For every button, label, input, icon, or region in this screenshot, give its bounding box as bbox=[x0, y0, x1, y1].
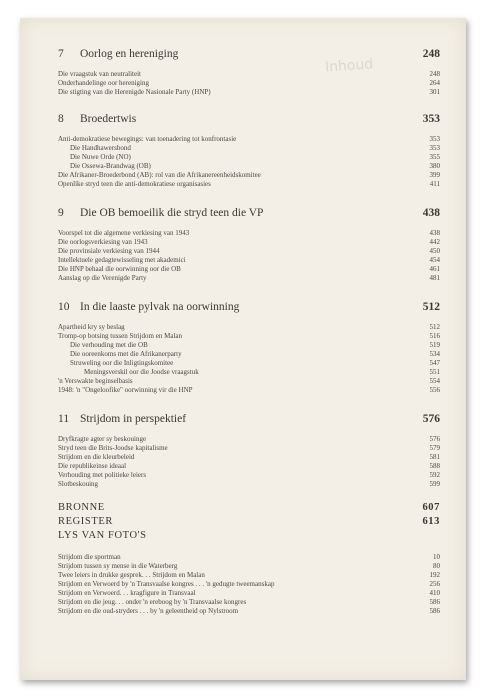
chapter-number: 8 bbox=[58, 113, 64, 125]
chapter-page-number: 248 bbox=[422, 48, 440, 60]
chapter-entries bbox=[58, 435, 440, 489]
photo-entry-title: Twee leiers in drukke gesprek. . . Strijdom en Malan bbox=[58, 571, 205, 579]
toc-entry-page: 450 bbox=[429, 247, 440, 255]
toc-entry[interactable] bbox=[58, 247, 440, 256]
toc-entry-page: 454 bbox=[429, 256, 440, 264]
photo-list bbox=[58, 553, 440, 616]
back-matter-title: BRONNE bbox=[58, 502, 105, 513]
chapter-block bbox=[58, 409, 440, 489]
chapter-entries bbox=[58, 229, 440, 283]
photo-entry-page: 586 bbox=[429, 598, 440, 606]
chapter-heading[interactable] bbox=[58, 109, 440, 129]
toc-entry[interactable] bbox=[58, 180, 440, 189]
toc-entry-title: Voorspel tot die algemene verkiesing van 1943 bbox=[58, 229, 190, 237]
toc-entry-page: 353 bbox=[429, 135, 440, 143]
back-matter bbox=[58, 501, 440, 543]
photo-entry-title: Strijdom tussen sy mense in die Waterberg bbox=[58, 562, 178, 570]
chapter-number: 10 bbox=[58, 301, 70, 313]
toc-entry-page: 534 bbox=[429, 350, 440, 358]
toc-entry-title: Die HNP behaal die oorwinning oor die OB bbox=[58, 265, 181, 273]
toc-entry-page: 380 bbox=[429, 162, 440, 170]
back-matter-title: LYS VAN FOTO'S bbox=[58, 530, 147, 541]
toc-entry-page: 461 bbox=[429, 265, 440, 273]
toc-entry-title: Die vraagstuk van neutraliteit bbox=[58, 70, 141, 78]
toc-entry-page: 556 bbox=[429, 386, 440, 394]
toc-entry[interactable] bbox=[58, 256, 440, 265]
toc-entry[interactable] bbox=[58, 171, 440, 180]
toc-entry[interactable] bbox=[58, 70, 440, 79]
toc-entry[interactable] bbox=[58, 274, 440, 283]
book-page bbox=[20, 18, 466, 680]
chapter-block bbox=[58, 297, 440, 395]
chapter-entries bbox=[58, 323, 440, 395]
toc-entry[interactable] bbox=[58, 341, 440, 350]
bleed-through-text: Inhoud bbox=[324, 56, 374, 76]
chapter-heading[interactable] bbox=[58, 44, 440, 64]
toc-entry[interactable] bbox=[58, 377, 440, 386]
toc-entry-page: 301 bbox=[429, 88, 440, 96]
toc-entry-title: Die Ossewa-Brandwag (OB) bbox=[70, 162, 151, 170]
photo-entry-page: 80 bbox=[433, 562, 440, 570]
toc-entry-title: Die Afrikaner-Broederbond (AB): rol van die Afrikanereenheidskomitee bbox=[58, 171, 261, 179]
toc-entry[interactable] bbox=[58, 162, 440, 171]
back-matter-page: 607 bbox=[422, 502, 440, 513]
chapter-page-number: 512 bbox=[422, 301, 440, 313]
toc-entry-page: 592 bbox=[429, 471, 440, 479]
toc-entry[interactable] bbox=[58, 453, 440, 462]
toc-entry[interactable] bbox=[58, 462, 440, 471]
photo-entry[interactable] bbox=[58, 571, 440, 580]
back-matter-heading[interactable] bbox=[58, 529, 440, 543]
toc-entry[interactable] bbox=[58, 368, 440, 377]
toc-entry[interactable] bbox=[58, 238, 440, 247]
back-matter-heading[interactable] bbox=[58, 501, 440, 515]
toc-entry-title: Meningsverskil oor die Joodse vraagstuk bbox=[84, 368, 199, 376]
photo-entry-title: Strijdom en die oud-stryders . . . by 'n geleentheid op Nylstroom bbox=[58, 607, 239, 615]
chapter-number: 11 bbox=[58, 413, 70, 425]
chapter-heading[interactable] bbox=[58, 409, 440, 429]
toc-entry-title: Slotbeskouing bbox=[58, 480, 99, 488]
toc-entry-title: Die provinsiale verkiesing van 1944 bbox=[58, 247, 160, 255]
toc-entry-page: 551 bbox=[429, 368, 440, 376]
toc-entry-page: 481 bbox=[429, 274, 440, 282]
photo-entry[interactable] bbox=[58, 598, 440, 607]
toc-entry[interactable] bbox=[58, 79, 440, 88]
photo-entry-page: 410 bbox=[429, 589, 440, 597]
toc-entry-page: 588 bbox=[429, 462, 440, 470]
chapter-title: Strijdom in perspektief bbox=[80, 413, 187, 425]
toc-entry-page: 581 bbox=[429, 453, 440, 461]
toc-entry-title: Tromp-op botsing tussen Strijdom en Malan bbox=[58, 332, 182, 340]
toc-entry[interactable] bbox=[58, 350, 440, 359]
toc-entry-page: 579 bbox=[429, 444, 440, 452]
toc-entry[interactable] bbox=[58, 323, 440, 332]
toc-entry[interactable] bbox=[58, 88, 440, 97]
toc-entry[interactable] bbox=[58, 480, 440, 489]
chapter-title: Oorlog en hereniging bbox=[80, 48, 179, 60]
toc-entry-page: 512 bbox=[429, 323, 440, 331]
photo-entry[interactable] bbox=[58, 562, 440, 571]
toc-entry-page: 442 bbox=[429, 238, 440, 246]
toc-entry-page: 264 bbox=[429, 79, 440, 87]
toc-entry-title: Dryfkragte agter sy beskouinge bbox=[58, 435, 147, 443]
photo-entry-title: Strijdom die sportman bbox=[58, 553, 121, 561]
chapter-block bbox=[58, 203, 440, 283]
chapter-number: 7 bbox=[58, 48, 64, 60]
toc-entry[interactable] bbox=[58, 435, 440, 444]
toc-entry-title: Stryd teen die Brits-Joodse kapitalisme bbox=[58, 444, 168, 452]
photo-entry-page: 192 bbox=[429, 571, 440, 579]
toc-entry-page: 554 bbox=[429, 377, 440, 385]
chapter-page-number: 438 bbox=[422, 207, 440, 219]
toc-entry-title: Anti-demokratiese bewegings: van toenadering tot konfrontasie bbox=[58, 135, 237, 143]
photo-entry[interactable] bbox=[58, 607, 440, 616]
chapter-title: Broedertwis bbox=[80, 113, 137, 125]
toc-entry-title: Die verhouding met die OB bbox=[70, 341, 148, 349]
photo-entry-title: Strijdom en Verwoerd by 'n Transvaalse kongres . . . 'n gedugte tweemanskap bbox=[58, 580, 275, 588]
photo-entry-page: 256 bbox=[429, 580, 440, 588]
toc-entry-title: Die Nuwe Orde (NO) bbox=[70, 153, 131, 161]
toc-entry-title: Strijdom en die kleurbeleid bbox=[58, 453, 135, 461]
toc-entry-title: Verhouding met politieke leiers bbox=[58, 471, 147, 479]
toc-entry-page: 547 bbox=[429, 359, 440, 367]
photo-entry-page: 586 bbox=[429, 607, 440, 615]
toc-entry-page: 599 bbox=[429, 480, 440, 488]
chapter-page-number: 576 bbox=[422, 413, 440, 425]
toc-entry[interactable] bbox=[58, 444, 440, 453]
table-of-contents bbox=[58, 44, 440, 616]
toc-entry-title: Die ooreenkoms met die Afrikanerparty bbox=[70, 350, 182, 358]
toc-entry-page: 516 bbox=[429, 332, 440, 340]
toc-entry-title: Die oorlogsverkiesing van 1943 bbox=[58, 238, 148, 246]
toc-entry[interactable] bbox=[58, 265, 440, 274]
chapter-block bbox=[58, 44, 440, 97]
toc-entry-page: 399 bbox=[429, 171, 440, 179]
photo-entry-page: 10 bbox=[433, 553, 440, 561]
toc-entry-page: 576 bbox=[429, 435, 440, 443]
toc-entry-title: Onderhandelinge oor hereniging bbox=[58, 79, 149, 87]
toc-entry-page: 519 bbox=[429, 341, 440, 349]
toc-entry-title: Die republikeinse ideaal bbox=[58, 462, 127, 470]
chapter-title: In die laaste pylvak na oorwinning bbox=[80, 301, 240, 313]
chapter-number: 9 bbox=[58, 207, 64, 219]
toc-entry-title: Die stigting van die Herenigde Nasionale Party (HNP) bbox=[58, 88, 211, 96]
toc-entry-title: 1948: 'n "Ongeloofike" oorwinning vir die HNP bbox=[58, 386, 193, 394]
toc-entry[interactable] bbox=[58, 144, 440, 153]
photo-entry-title: Strijdom en die jeug. . . onder 'n ereboog by 'n Transvaalse kongres bbox=[58, 598, 247, 606]
chapter-block bbox=[58, 109, 440, 189]
photo-entry-title: Strijdom en Verwoerd. . . kragfigure in Transvaal bbox=[58, 589, 196, 597]
toc-entry-title: Aanslag op die Verenigde Party bbox=[58, 274, 147, 282]
toc-entry-page: 355 bbox=[429, 153, 440, 161]
chapter-heading[interactable] bbox=[58, 203, 440, 223]
photo-entry[interactable] bbox=[58, 553, 440, 562]
toc-entry-title: Intellektuele gedagtewisseling met akademici bbox=[58, 256, 186, 264]
toc-entry-page: 248 bbox=[429, 70, 440, 78]
toc-entry[interactable] bbox=[58, 229, 440, 238]
toc-entry-page: 411 bbox=[429, 180, 440, 188]
chapter-entries bbox=[58, 70, 440, 97]
chapter-page-number: 353 bbox=[422, 113, 440, 125]
toc-entry[interactable] bbox=[58, 135, 440, 144]
back-matter-page: 613 bbox=[422, 516, 440, 527]
back-matter-title: REGISTER bbox=[58, 516, 113, 527]
toc-entry-title: Struweling oor die Inligtingskomitee bbox=[70, 359, 174, 367]
photo-entry[interactable] bbox=[58, 589, 440, 598]
chapter-title: Die OB bemoeilik die stryd teen die VP bbox=[80, 207, 264, 219]
toc-entry-title: Apartheid kry sy beslag bbox=[58, 323, 125, 331]
toc-entry-page: 438 bbox=[429, 229, 440, 237]
toc-entry-title: Openlike stryd teen die anti-demokratiese organisasies bbox=[58, 180, 211, 188]
chapter-entries bbox=[58, 135, 440, 189]
toc-entry[interactable] bbox=[58, 332, 440, 341]
chapter-heading[interactable] bbox=[58, 297, 440, 317]
toc-entry[interactable] bbox=[58, 471, 440, 480]
toc-entry[interactable] bbox=[58, 386, 440, 395]
photo-entry[interactable] bbox=[58, 580, 440, 589]
toc-entry-title: 'n Verswakte beginselbasis bbox=[58, 377, 133, 385]
toc-entry-page: 353 bbox=[429, 144, 440, 152]
back-matter-heading[interactable] bbox=[58, 515, 440, 529]
toc-entry-title: Die Handhawersbond bbox=[70, 144, 131, 152]
toc-entry[interactable] bbox=[58, 359, 440, 368]
toc-entry[interactable] bbox=[58, 153, 440, 162]
